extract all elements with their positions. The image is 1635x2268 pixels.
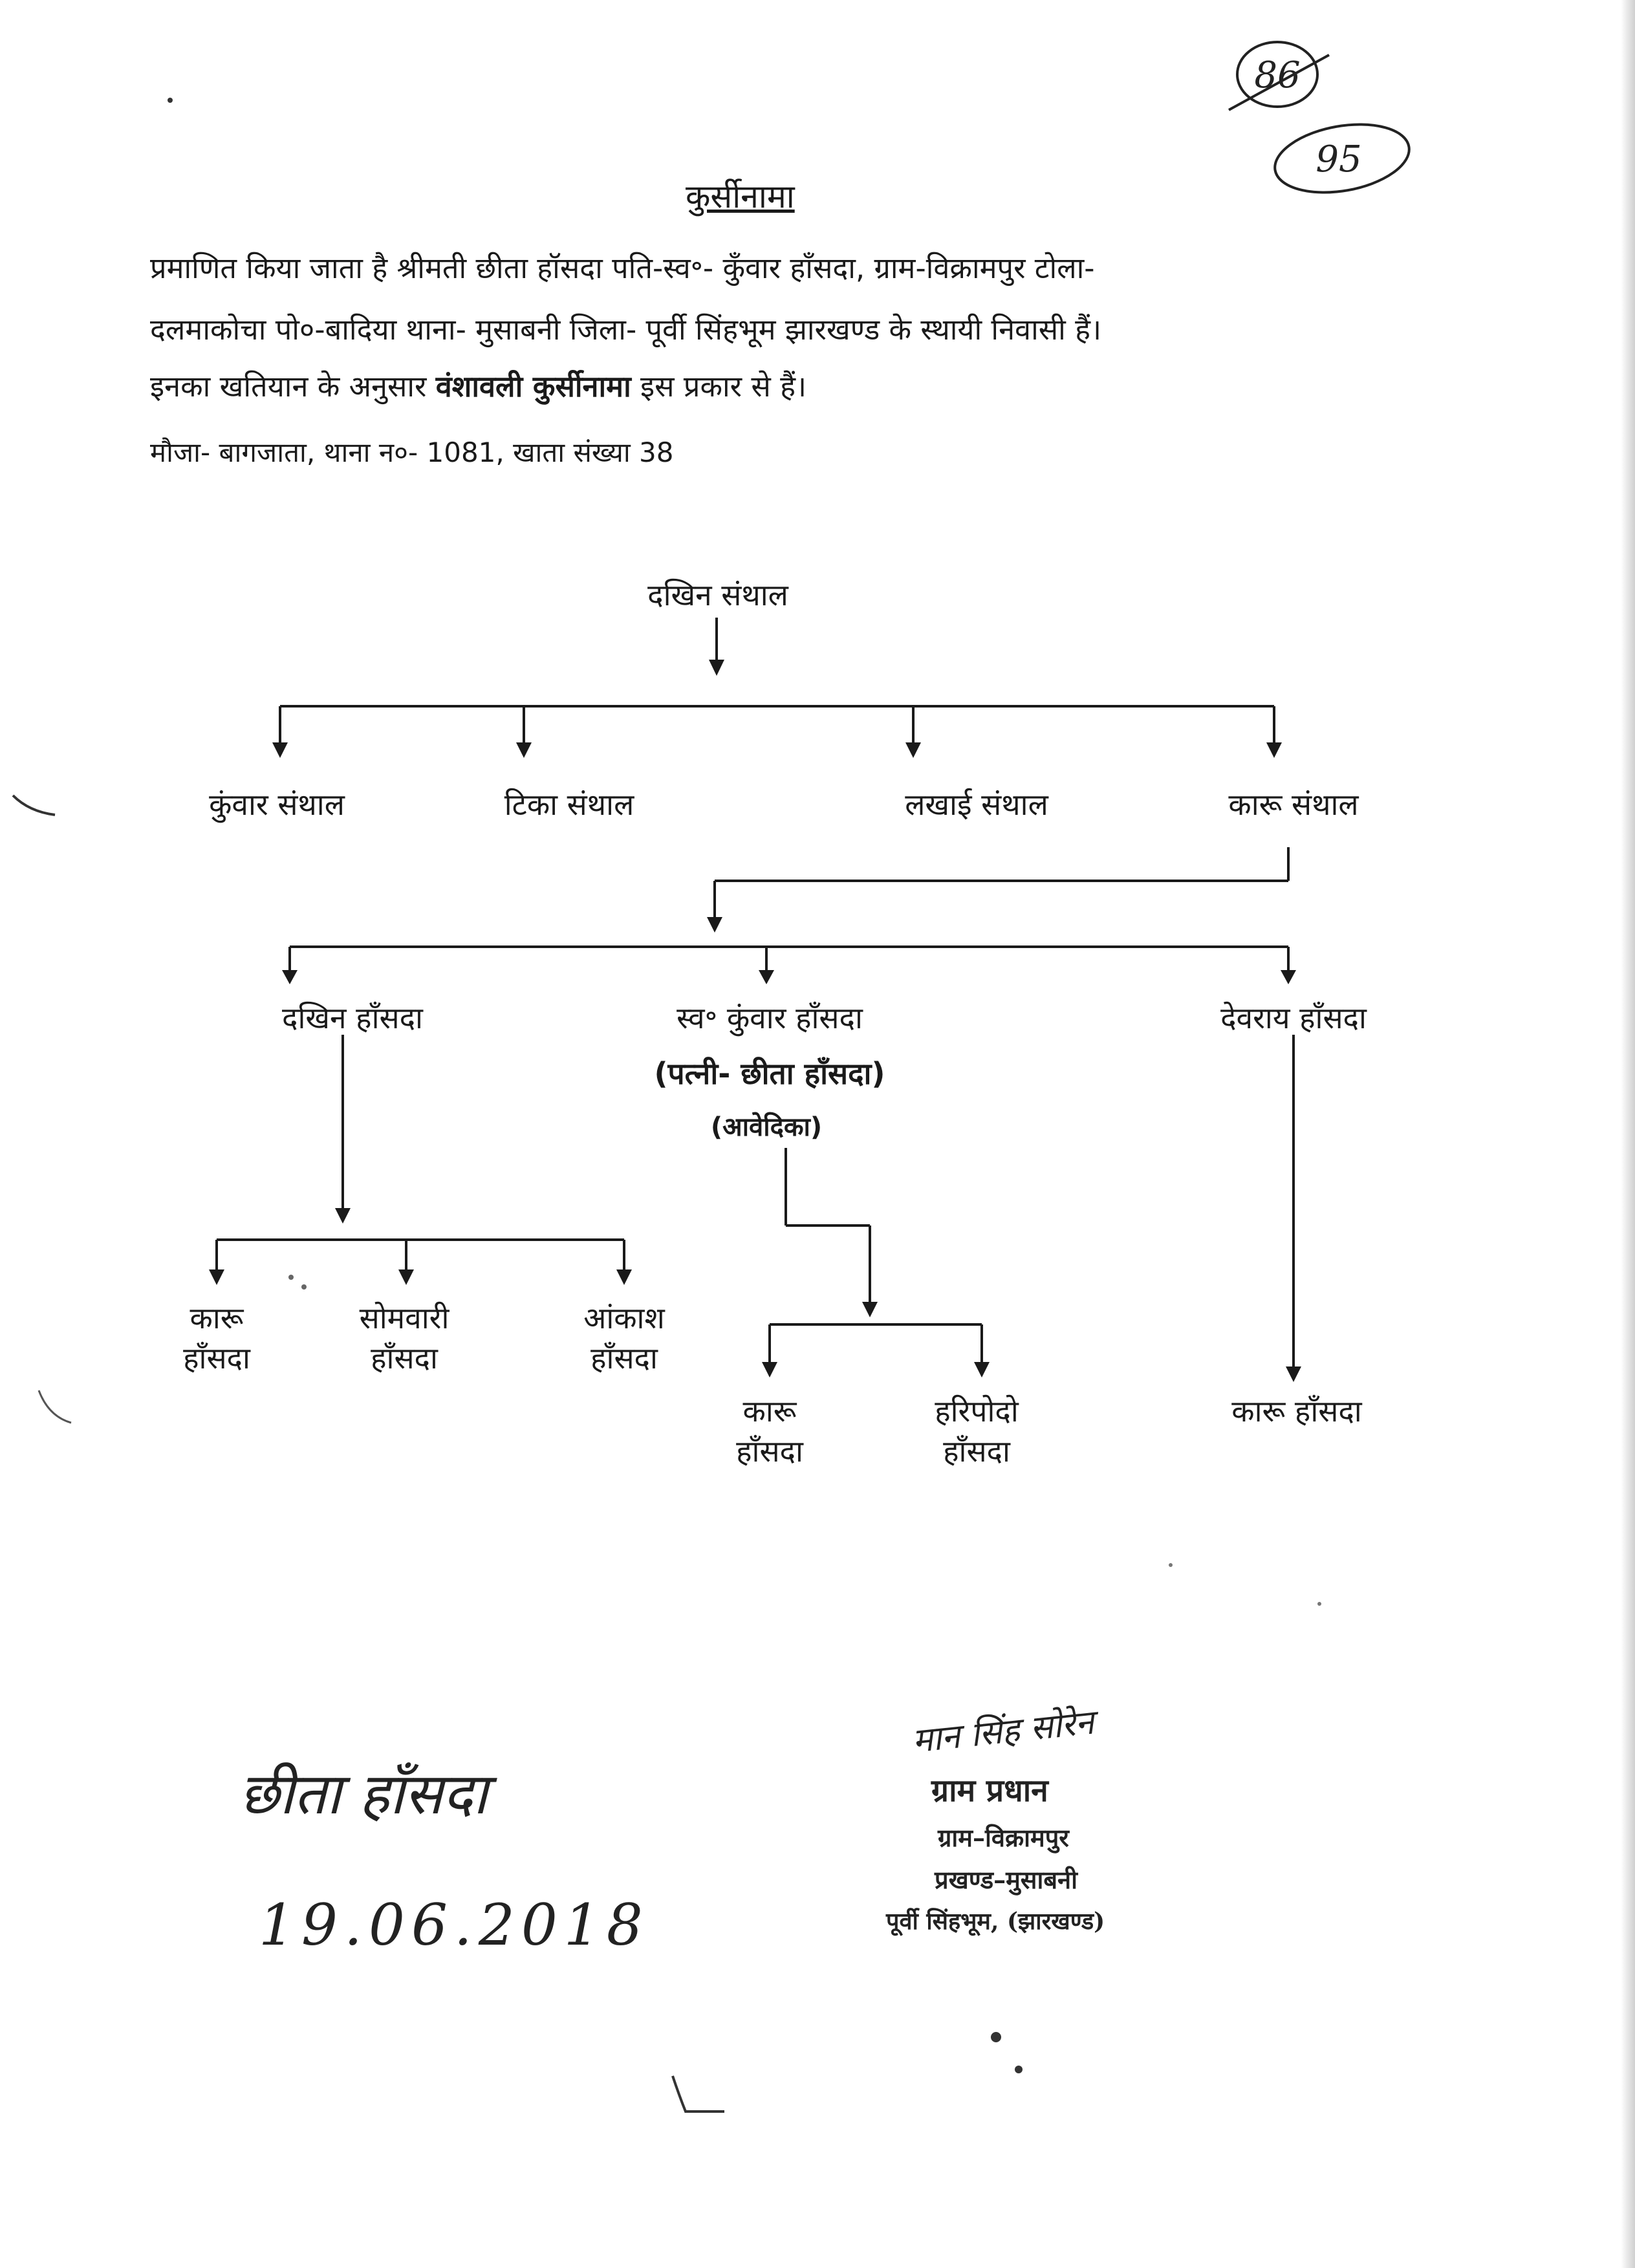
gen1-node-1: कुंवार संथाल [209,787,345,822]
page-number-top: 86 [1254,54,1301,96]
child-line2: हाँसदा [371,1341,438,1376]
child-line2: हाँसदा [736,1434,803,1469]
certificate-line-2: दलमाकोचा पो०-बादिया थाना- मुसाबनी जिला- पूर्वी सिंहभूम झारखण्ड के स्थायी निवासी हैं। [150,312,1102,347]
gen2-middle-role: (आवेदिका) [710,1112,823,1142]
child-line1: कारू [742,1394,797,1429]
speck-1 [991,2032,1001,2042]
tree-root: दखिन संथाल [647,578,788,612]
child-line1: हरिपोदो [935,1394,1019,1429]
line3-bold: वंशावली कुर्सीनामा [435,369,631,404]
child-line2: हाँसदा [590,1341,658,1376]
applicant-signature: छीता हाँसदा [239,1760,488,1827]
gen2-middle-wife: (पत्नी- छीता हाँसदा) [654,1056,885,1091]
speck-3 [168,98,173,103]
gen3-right-child: कारू हाँसदा [1231,1394,1362,1429]
child-line1: कारू [189,1301,244,1335]
stamp-signature: मान सिंह सोरेन [910,1703,1096,1761]
speck-4 [288,1275,294,1280]
stray-ink-mark [673,2076,724,2111]
stamp-line-3: प्रखण्ड–मुसाबनी [935,1865,1077,1894]
speck-5 [301,1284,307,1290]
document-title: कुर्सीनामा [686,178,795,215]
gen2-right: देवराय हाँसदा [1220,1000,1367,1035]
stamp-line-4: पूर्वी सिंहभूम, (झारखण्ड) [886,1908,1105,1935]
child-line1: आंकाश [583,1301,665,1335]
child-line1: सोमवारी [359,1301,449,1335]
child-line2: हाँसदा [183,1341,250,1376]
stamp-line-2: ग्राम–विक्रामपुर [938,1823,1069,1852]
gen2-left: दखिन हाँसदा [282,1000,423,1035]
speck-7 [1317,1602,1321,1606]
line3-prefix: इनका खतियान के अनुसार [150,369,427,404]
gen2-middle: स्व॰ कुंवार हाँसदा [677,1000,863,1035]
speck-6 [1169,1563,1173,1567]
gen1-node-3: लखाई संथाल [905,787,1048,822]
page-number-second: 95 [1316,138,1362,180]
speck-2 [1015,2066,1023,2073]
gen1-node-2: टिका संथाल [504,787,634,822]
mauza-line: मौजा- बागजाता, थाना न०- 1081, खाता संख्या 38 [150,437,674,468]
line3-suffix: इस प्रकार से हैं। [640,369,807,404]
margin-tick-mark-2 [39,1390,71,1423]
certificate-line-1: प्रमाणित किया जाता है श्रीमती छीता हॉसदा पति-स्व॰- कुँवार हाँसदा, ग्राम-विक्रामपुर टोला- [150,251,1095,285]
child-line2: हाँसदा [943,1434,1010,1469]
signature-date: 19.06.2018 [259,1892,649,1958]
margin-tick-mark [13,795,55,815]
gen1-node-4: कारू संथाल [1228,787,1359,822]
stamp-line-1: ग्राम प्रधान [931,1773,1048,1809]
